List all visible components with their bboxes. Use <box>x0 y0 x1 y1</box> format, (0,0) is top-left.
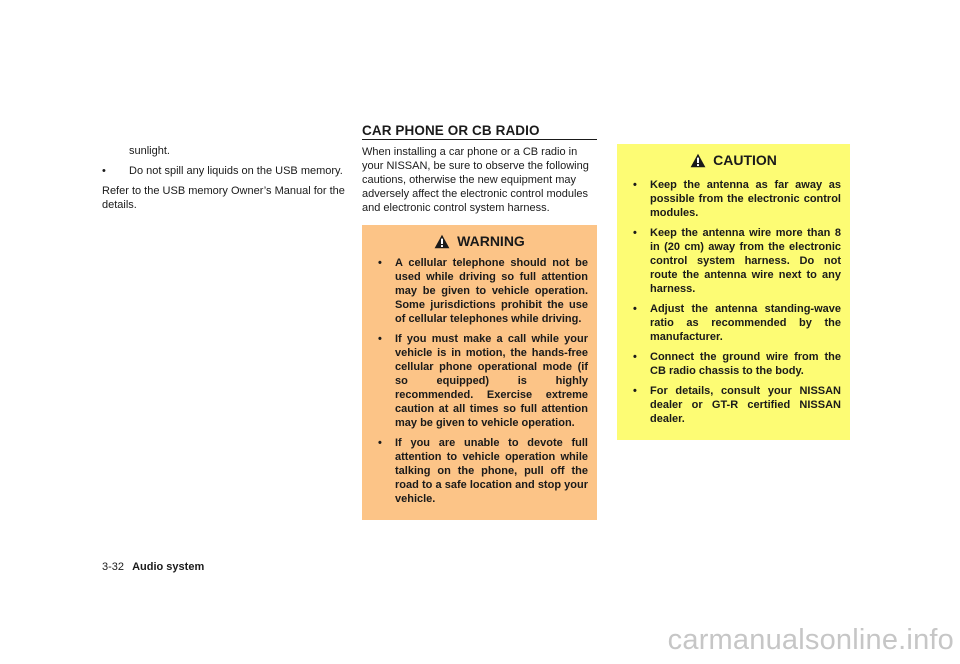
warning-triangle-icon <box>690 153 706 168</box>
caution-header <box>626 152 841 168</box>
middle-column <box>362 124 597 520</box>
warning-item <box>371 332 588 430</box>
bullet-marker: • <box>633 385 637 397</box>
page-footer <box>102 560 204 574</box>
page-number: 3-32 <box>102 561 125 573</box>
bullet-marker: • <box>378 333 382 345</box>
warning-item <box>371 256 588 326</box>
caution-box <box>617 144 850 440</box>
bullet-marker: • <box>102 165 106 177</box>
warning-title: WARNING <box>457 233 525 249</box>
warning-item-text: If you are unable to devote full attention to vehicle operation while talking on the phone, pull off the road to a safe location and stop your vehicle. <box>395 437 588 505</box>
warning-item-text: A cellular telephone should not be used while driving so full attention may be given to vehicle operation. Some jurisdictions prohibit the use of cellular telephones while driving. <box>395 257 588 325</box>
caution-list <box>626 178 841 426</box>
caution-item-text: Keep the antenna wire more than 8 in (20 cm) away from the electronic control system harness. Do not route the antenna wire next to any harness. <box>650 227 841 295</box>
bullet-marker: • <box>378 257 382 269</box>
bullet-marker: • <box>633 303 637 315</box>
left-column <box>102 144 349 212</box>
caution-item-text: Adjust the antenna standing-wave ratio as recommended by the manufacturer. <box>650 303 841 343</box>
section-title: CAR PHONE OR CB RADIO <box>362 124 597 140</box>
warning-header <box>371 233 588 249</box>
footer-section-title: Audio system <box>132 561 205 573</box>
bullet-marker: • <box>633 351 637 363</box>
caution-item-text: Connect the ground wire from the CB radio chassis to the body. <box>650 351 841 377</box>
caution-item <box>626 350 841 378</box>
continuation-text: sunlight. <box>129 145 170 157</box>
caution-title: CAUTION <box>713 152 777 168</box>
caution-item <box>626 178 841 220</box>
bullet-text: Do not spill any liquids on the USB memory. <box>129 165 343 177</box>
warning-item <box>371 436 588 506</box>
reference-paragraph: Refer to the USB memory Owner’s Manual for the details. <box>102 185 345 211</box>
watermark: carmanualsonline.info <box>667 624 954 656</box>
bullet-marker: • <box>378 437 382 449</box>
caution-item <box>626 302 841 344</box>
warning-item-text: If you must make a call while your vehicle is in motion, the hands-free cellular phone operational mode (if so equipped) is highly recommended. Exercise extreme caution at all times so full attention may be given to vehicle operation. <box>395 333 588 429</box>
bullet-marker: • <box>633 227 637 239</box>
caution-item-text: Keep the antenna as far away as possible from the electronic control modules. <box>650 179 841 219</box>
caution-item <box>626 384 841 426</box>
section-intro: When installing a car phone or a CB radio in your NISSAN, be sure to observe the following cautions, otherwise the new equipment may adversely affect the electronic control modules and electronic control system harness. <box>362 146 589 214</box>
right-column <box>617 144 850 440</box>
warning-box <box>362 225 597 520</box>
warning-triangle-icon <box>434 234 450 249</box>
caution-item-text: For details, consult your NISSAN dealer or GT-R certified NISSAN dealer. <box>650 385 841 425</box>
bullet-item <box>102 164 349 178</box>
bullet-marker: • <box>633 179 637 191</box>
caution-item <box>626 226 841 296</box>
warning-list <box>371 256 588 506</box>
